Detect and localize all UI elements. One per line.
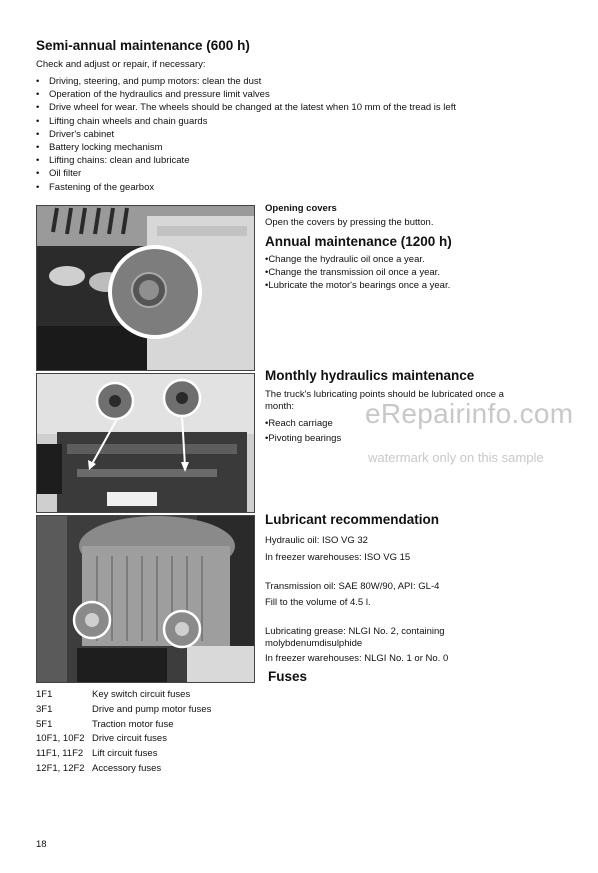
- watermark-brand: eRepairinfo.com: [365, 398, 574, 429]
- fill-volume: Fill to the volume of 4.5 l.: [265, 597, 371, 608]
- list-item: • Fastening of the gearbox: [36, 181, 456, 194]
- table-row: [36, 747, 266, 762]
- opening-covers-text: Open the covers by pressing the button.: [265, 217, 434, 228]
- fuse-desc: Lift circuit fuses: [92, 748, 158, 760]
- hydraulic-freezer: In freezer warehouses: ISO VG 15: [265, 552, 411, 563]
- list-item: • Driver's cabinet: [36, 128, 456, 141]
- fuse-code: 1F1: [36, 689, 53, 700]
- fuse-code: 3F1: [36, 703, 53, 715]
- fuse-desc: Accessory fuses: [92, 762, 162, 774]
- fuse-desc: Traction motor fuse: [92, 718, 174, 730]
- monthly-intro-line2: month:: [265, 401, 295, 412]
- annual-item: •Change the transmission oil once a year.: [265, 267, 440, 278]
- fuse-desc: Key switch circuit fuses: [92, 689, 191, 700]
- list-item: • Operation of the hydraulics and pressure limit valves: [36, 88, 456, 101]
- list-item: • Drive wheel for wear. The wheels should be changed at the latest when 10 mm of the tread is left: [36, 101, 456, 114]
- semi-annual-list: [36, 75, 456, 194]
- fuse-code: 5F1: [36, 718, 53, 730]
- fuse-code: 11F1, 11F2: [36, 748, 84, 760]
- semi-annual-title: Semi-annual maintenance (600 h): [36, 38, 250, 53]
- annual-item: •Change the hydraulic oil once a year.: [265, 254, 425, 265]
- list-item: • Lifting chain wheels and chain guards: [36, 115, 456, 128]
- fuse-desc: Drive and pump motor fuses: [92, 703, 212, 715]
- lubricant-title: Lubricant recommendation: [265, 512, 440, 527]
- hydraulic-oil: Hydraulic oil: ISO VG 32: [265, 535, 368, 546]
- semi-annual-intro: Check and adjust or repair, if necessary:: [36, 59, 206, 70]
- fuse-photo: [36, 515, 255, 683]
- grease-line1: Lubricating grease: NLGI No. 2, containing: [265, 626, 445, 637]
- monthly-title: Monthly hydraulics maintenance: [265, 368, 475, 383]
- list-item: • Driving, steering, and pump motors: clean the dust: [36, 75, 456, 88]
- transmission-oil: Transmission oil: SAE 80W/90, API: GL-4: [265, 581, 440, 592]
- fuse-code: 12F1, 12F2: [36, 762, 85, 774]
- annual-title: Annual maintenance (1200 h): [265, 234, 452, 249]
- fuses-title: Fuses: [268, 669, 308, 684]
- table-row: [36, 732, 266, 747]
- opening-covers-title: Opening covers: [265, 203, 337, 214]
- page-number: 18: [36, 839, 47, 850]
- annual-item: •Lubricate the motor's bearings once a year.: [265, 280, 451, 291]
- list-item: • Oil filter: [36, 167, 456, 180]
- monthly-item: •Pivoting bearings: [265, 433, 342, 444]
- fuse-code: 10F1, 10F2: [36, 733, 85, 745]
- grease-line2: molybdenumdisulphide: [265, 638, 363, 649]
- list-item: • Battery locking mechanism: [36, 141, 456, 154]
- watermark-note: watermark only on this sample: [368, 450, 544, 465]
- fuse-table: [36, 688, 266, 777]
- table-row: [36, 718, 266, 733]
- table-row: [36, 703, 266, 718]
- table-row: [36, 688, 266, 703]
- cover-photo: [36, 205, 255, 371]
- lubrication-photo: [36, 373, 255, 513]
- monthly-item: •Reach carriage: [265, 418, 333, 429]
- fuse-desc: Drive circuit fuses: [92, 733, 167, 745]
- list-item: • Lifting chains: clean and lubricate: [36, 154, 456, 167]
- monthly-intro-line1: The truck's lubricating points should be lubricated once a: [265, 389, 504, 400]
- table-row: [36, 762, 266, 777]
- grease-freezer: In freezer warehouses: NLGI No. 1 or No. 0: [265, 653, 449, 664]
